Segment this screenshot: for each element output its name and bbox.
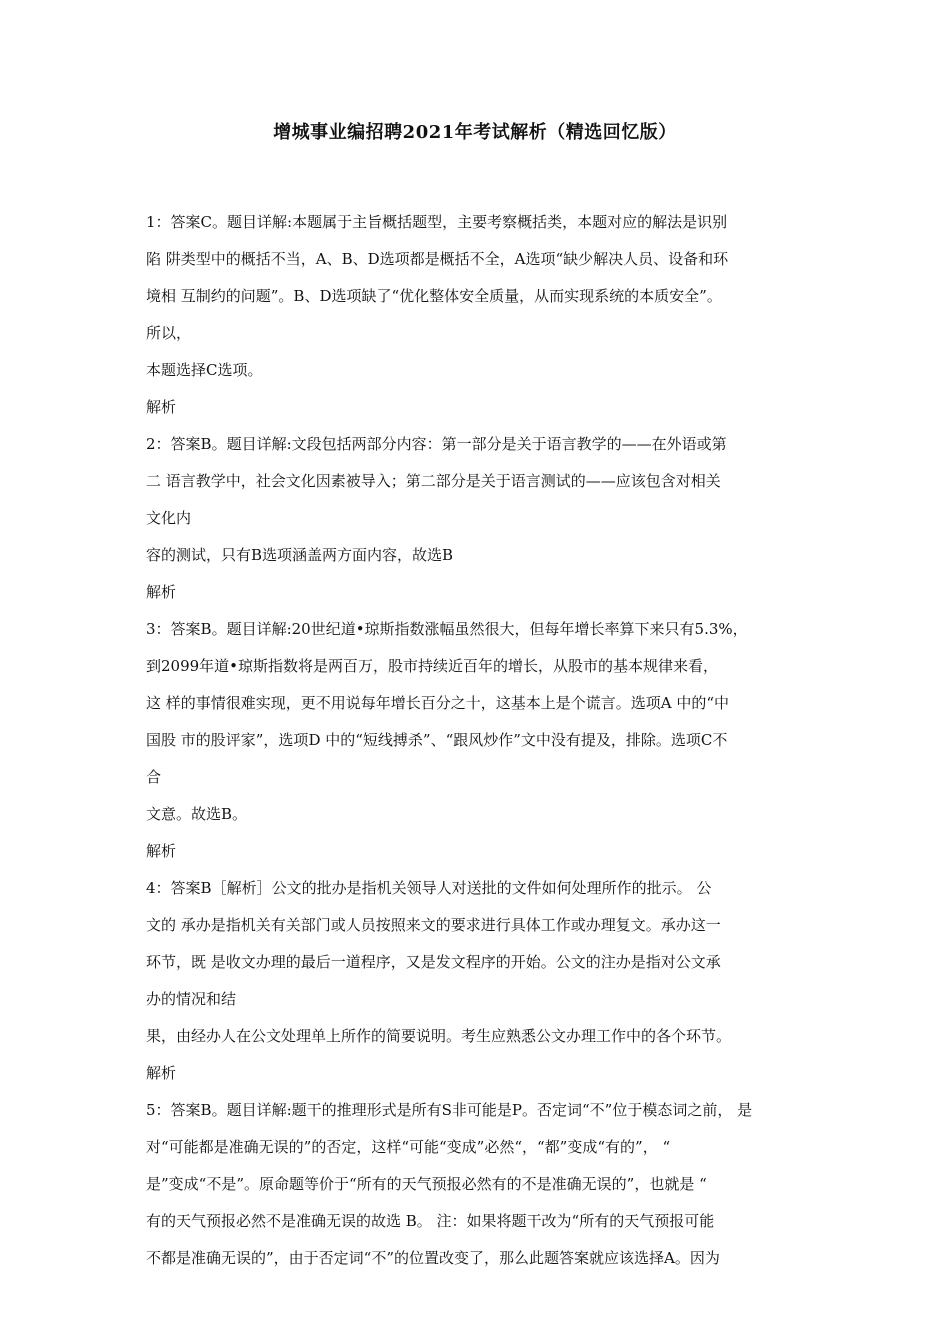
text-line: 有的天气预报必然不是准确无误的故选 B。 注：如果将题干改为“所有的天气预报可能 [146, 1212, 715, 1230]
text-line: 到2099年道•琼斯指数将是两百万，股市持续近百年的增长，从股市的基本规律来看， [146, 657, 719, 675]
text-line: 这 样的事情很难实现，更不用说每年增长百分之十，这基本上是个谎言。选项A 中的“中 [146, 694, 730, 712]
text-line: 环节，既 是收文办理的最后一道程序，又是发文程序的开始。公文的注办是指对公文承 [146, 953, 721, 971]
text-line: 1：答案C。题目详解:本题属于主旨概括题型，主要考察概括类，本题对应的解法是识别 [146, 213, 728, 231]
text-line: 解析 [146, 842, 177, 860]
text-line: 办的情况和结 [146, 990, 237, 1008]
text-line: 解析 [146, 398, 177, 416]
text-line: 2：答案B。题目详解:文段包括两部分内容：第一部分是关于语言教学的——在外语或第 [146, 435, 727, 453]
document-title: 增城事业编招聘2021年考试解析（精选回忆版） [273, 122, 677, 143]
text-line: 本题选择C选项。 [146, 361, 263, 379]
text-line: 4：答案B［解析］公文的批办是指机关领导人对送批的文件如何处理所作的批示。 公 [146, 879, 712, 897]
text-line: 文化内 [146, 509, 192, 527]
text-line: 果，由经办人在公文处理单上所作的简要说明。考生应熟悉公文办理工作中的各个环节。 [146, 1027, 732, 1045]
text-line: 境相 互制约的问题”。B、D选项缺了“优化整体安全质量，从而实现系统的本质安全”。 [146, 287, 722, 305]
text-line: 二 语言教学中，社会文化因素被导入；第二部分是关于语言测试的——应该包含对相关 [146, 472, 721, 490]
text-line: 文意。故选B。 [146, 805, 248, 823]
text-line: 解析 [146, 583, 177, 601]
document-body [146, 204, 816, 1277]
text-line: 陷 阱类型中的概括不当，A、B、D选项都是概括不全，A选项“缺少解决人员、设备和环 [146, 250, 729, 268]
text-line: 容的测试，只有B选项涵盖两方面内容，故选B [146, 546, 454, 564]
text-line: 5：答案B。题目详解:题干的推理形式是所有S非可能是P。否定词“不”位于模态词之前， 是 [146, 1101, 753, 1119]
text-line: 解析 [146, 1064, 177, 1082]
text-line: 文的 承办是指机关有关部门或人员按照来文的要求进行具体工作或办理复文。承办这一 [146, 916, 721, 934]
text-line: 所以， [146, 324, 192, 342]
text-line: 合 [146, 768, 162, 786]
text-line: 是”变成“不是”。原命题等价于“所有的天气预报必然有的不是准确无误的”，也就是 “ [146, 1175, 707, 1193]
text-line: 不都是准确无误的”，由于否定词“不”的位置改变了，那么此题答案就应该选择A。因为 [146, 1249, 720, 1267]
text-line: 3：答案B。题目详解:20世纪道•琼斯指数涨幅虽然很大，但每年增长率算下来只有5.3%， [146, 620, 748, 638]
text-line: 国股 市的股评家”，选项D 中的“短线搏杀”、“跟风炒作”文中没有提及，排除。选项C不 [146, 731, 728, 749]
text-line: 对“可能都是准确无误的”的否定，这样“可能“变成”必然“，“都”变成“有的”， “ [146, 1138, 671, 1156]
